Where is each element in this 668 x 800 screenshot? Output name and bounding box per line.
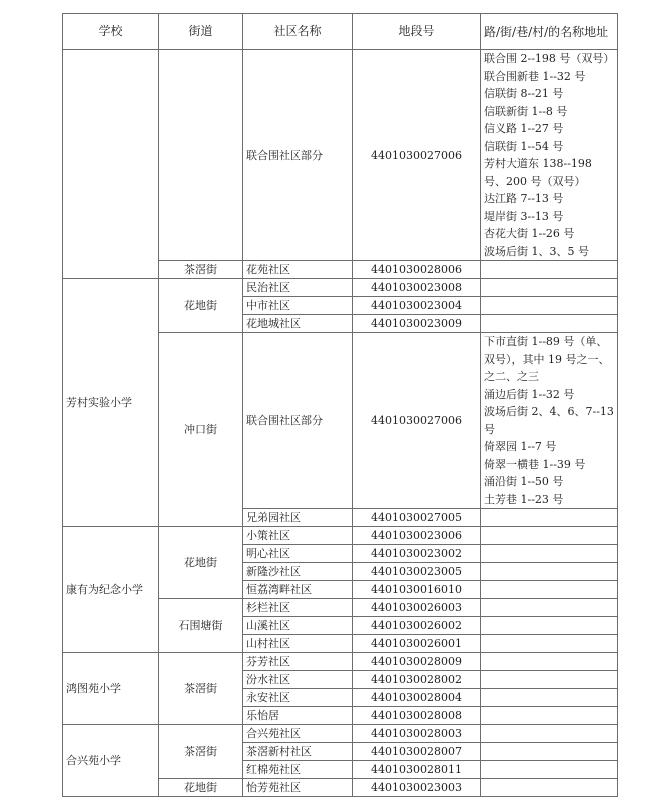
street-cell: 石围塘街 — [159, 599, 243, 653]
community-cell: 乐怡居 — [243, 707, 353, 725]
address-cell-empty — [481, 779, 618, 797]
address-line: 号、200 号（双号） — [484, 174, 586, 188]
segment-cell: 4401030028002 — [353, 671, 481, 689]
community-cell: 花苑社区 — [243, 261, 353, 279]
segment-cell: 4401030023009 — [353, 315, 481, 333]
segment-cell: 4401030028003 — [353, 725, 481, 743]
community-cell: 怡芳苑社区 — [243, 779, 353, 797]
address-cell-empty — [481, 635, 618, 653]
school-cell: 合兴苑小学 — [63, 725, 159, 797]
street-cell: 茶滘街 — [159, 653, 243, 725]
table-row — [63, 527, 618, 545]
header-street: 街道 — [159, 14, 243, 50]
address-line: 达江路 7--13 号 — [484, 192, 564, 205]
community-cell: 山溪社区 — [243, 617, 353, 635]
school-cell-continued — [63, 50, 159, 279]
community-cell: 合兴苑社区 — [243, 725, 353, 743]
header-row — [63, 14, 618, 50]
segment-cell: 4401030023002 — [353, 545, 481, 563]
community-cell: 红棉苑社区 — [243, 761, 353, 779]
community-cell: 杉栏社区 — [243, 599, 353, 617]
school-cell: 芳村实验小学 — [63, 279, 159, 527]
address-line: 信联街 1--54 号 — [484, 139, 564, 153]
allocation-table — [62, 13, 618, 797]
address-cell-empty — [481, 563, 618, 581]
address-line: 倚翠园 1--7 号 — [484, 440, 557, 453]
address-line: 双号），其中 19 号之一、 — [484, 352, 610, 366]
segment-cell: 4401030028008 — [353, 707, 481, 725]
segment-cell: 4401030023004 — [353, 297, 481, 315]
segment-cell: 4401030028007 — [353, 743, 481, 761]
address-cell-empty — [481, 653, 618, 671]
segment-cell: 4401030028004 — [353, 689, 481, 707]
address-cell-empty — [481, 689, 618, 707]
street-cell: 花地街 — [159, 279, 243, 333]
school-cell: 康有为纪念小学 — [63, 527, 159, 653]
segment-cell: 4401030023008 — [353, 279, 481, 297]
address-cell-empty — [481, 509, 618, 527]
segment-cell: 4401030028006 — [353, 261, 481, 279]
community-cell: 联合围社区部分 — [243, 333, 353, 509]
address-line: 信联街 8--21 号 — [484, 87, 564, 100]
community-cell: 恒荔湾畔社区 — [243, 581, 353, 599]
community-cell: 芬芳社区 — [243, 653, 353, 671]
address-line: 号 — [484, 422, 495, 436]
community-cell: 花地城社区 — [243, 315, 353, 333]
address-cell-empty — [481, 617, 618, 635]
segment-cell: 4401030023003 — [353, 779, 481, 797]
community-cell: 联合围社区部分 — [243, 50, 353, 261]
address-line: 下市直街 1--89 号（单、 — [484, 335, 608, 348]
address-cell-empty — [481, 761, 618, 779]
community-cell: 汾水社区 — [243, 671, 353, 689]
address-line: 土芳巷 1--23 号 — [484, 492, 564, 506]
street-cell: 冲口街 — [159, 333, 243, 527]
address-line: 联合围新巷 1--32 号 — [484, 69, 586, 83]
segment-cell: 4401030028011 — [353, 761, 481, 779]
table-row — [63, 725, 618, 743]
address-list-2 — [481, 333, 618, 509]
street-cell: 茶滘街 — [159, 261, 243, 279]
address-line: 涌边后街 1--32 号 — [484, 387, 575, 401]
street-cell: 花地街 — [159, 779, 243, 797]
address-list-1 — [481, 50, 618, 261]
segment-cell: 4401030023006 — [353, 527, 481, 545]
address-cell-empty — [481, 743, 618, 761]
segment-cell: 4401030026003 — [353, 599, 481, 617]
school-cell: 鸿图苑小学 — [63, 653, 159, 725]
address-line: 倚翠一横巷 1--39 号 — [484, 457, 586, 471]
community-cell: 山村社区 — [243, 635, 353, 653]
segment-cell: 4401030028009 — [353, 653, 481, 671]
address-line: 涌沿街 1--50 号 — [484, 475, 564, 488]
header-segment: 地段号 — [353, 14, 481, 50]
address-cell-empty — [481, 261, 618, 279]
address-line: 芳村大道东 138--198 — [484, 157, 592, 170]
address-line: 波场后街 1、3、5 号 — [484, 244, 589, 258]
community-cell: 永安社区 — [243, 689, 353, 707]
header-community: 社区名称 — [243, 14, 353, 50]
community-cell: 新隆沙社区 — [243, 563, 353, 581]
address-cell-empty — [481, 707, 618, 725]
address-line: 信义路 1--27 号 — [484, 122, 564, 135]
segment-cell: 4401030026002 — [353, 617, 481, 635]
address-cell-empty — [481, 315, 618, 333]
segment-cell: 4401030027005 — [353, 509, 481, 527]
community-cell: 兄弟园社区 — [243, 509, 353, 527]
segment-cell: 4401030023005 — [353, 563, 481, 581]
community-cell: 明心社区 — [243, 545, 353, 563]
segment-cell: 4401030027006 — [353, 50, 481, 261]
segment-cell: 4401030026001 — [353, 635, 481, 653]
street-cell-empty — [159, 50, 243, 261]
address-cell-empty — [481, 545, 618, 563]
street-cell: 茶滘街 — [159, 725, 243, 779]
address-cell-empty — [481, 297, 618, 315]
address-cell-empty — [481, 279, 618, 297]
address-line: 波场后街 2、4、6、7--13 — [484, 405, 614, 418]
address-cell-empty — [481, 527, 618, 545]
community-cell: 民治社区 — [243, 279, 353, 297]
address-line: 信联新街 1--8 号 — [484, 104, 568, 118]
address-line: 杏花大街 1--26 号 — [484, 227, 575, 240]
address-cell-empty — [481, 725, 618, 743]
address-cell-empty — [481, 599, 618, 617]
community-cell: 小策社区 — [243, 527, 353, 545]
table-row — [63, 50, 618, 261]
table-row — [63, 653, 618, 671]
header-address: 路/街/巷/村/的名称地址 — [481, 14, 618, 50]
address-cell-empty — [481, 671, 618, 689]
address-line: 联合围 2--198 号（双号） — [484, 52, 615, 65]
header-school: 学校 — [63, 14, 159, 50]
table-row — [63, 279, 618, 297]
segment-cell: 4401030016010 — [353, 581, 481, 599]
street-cell: 花地街 — [159, 527, 243, 599]
community-cell: 中市社区 — [243, 297, 353, 315]
address-cell-empty — [481, 581, 618, 599]
address-line: 之二、之三 — [484, 370, 539, 383]
address-line: 堤岸街 3--13 号 — [484, 209, 564, 223]
segment-cell: 4401030027006 — [353, 333, 481, 509]
community-cell: 茶滘新村社区 — [243, 743, 353, 761]
